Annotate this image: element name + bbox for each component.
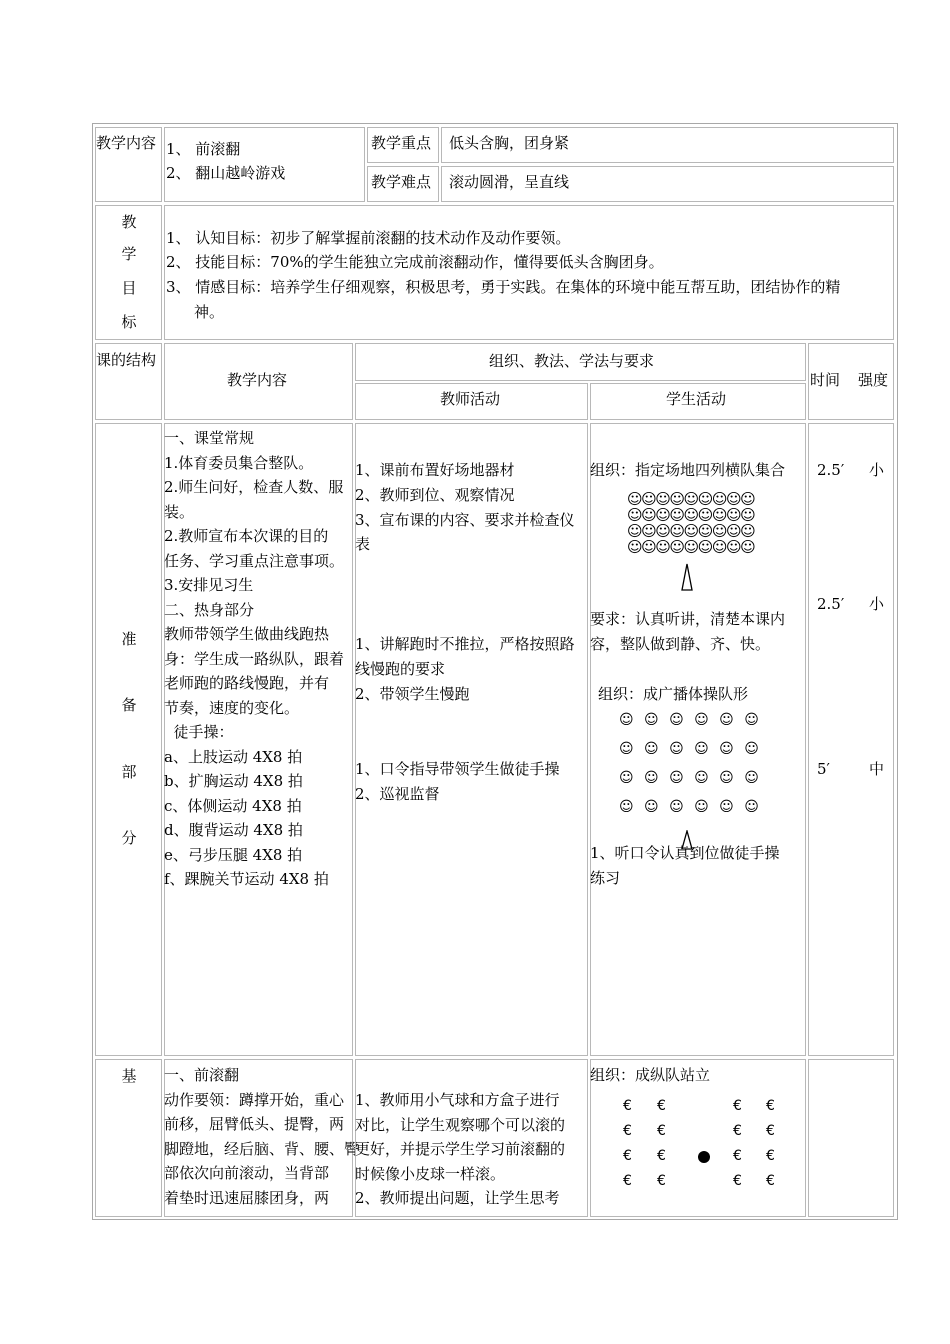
prep-student-org1: 组织：指定场地四列横队集合 <box>590 461 786 479</box>
key-label: 教学重点 <box>371 134 432 152</box>
diff-label: 教学难点 <box>371 173 432 191</box>
objectives-label-char: 教 <box>121 213 137 231</box>
basic-content-lines <box>164 1063 359 1210</box>
prep-line: 身：学生成一路纵队，跟着 <box>164 649 345 668</box>
student-marker-icon: € <box>733 1173 742 1189</box>
prep-line: a、上肢运动 4X8 拍 <box>164 747 303 766</box>
smiley-row: ☺ ☺ ☺ ☺ ☺ ☺ <box>619 741 759 757</box>
basic-line: 前移，屈臂低头、提臀，两 <box>164 1115 345 1133</box>
basic-line: 着垫时迅速屈膝团身，两 <box>164 1188 330 1207</box>
key-value: 低头含胸，团身紧 <box>449 134 570 152</box>
student-marker-icon: € <box>657 1123 666 1139</box>
prep-line: 老师跑的路线慢跑，并有 <box>164 674 330 692</box>
prep-label-char: 备 <box>121 696 137 714</box>
col-time: 时间 <box>810 371 841 389</box>
prep-teacher-a1: 1、课前布置好场地器材 <box>355 461 515 479</box>
prep-intensity: 小 <box>869 595 885 613</box>
student-marker-icon: € <box>733 1123 742 1139</box>
objective-3-cont: 神。 <box>194 303 225 321</box>
objective-2: 2、 技能目标：70%的学生能独立完成前滚翻动作，懂得要低头含胸团身。 <box>166 253 664 271</box>
basic-time-cell <box>808 1059 894 1217</box>
basic-label: 基 <box>121 1067 137 1085</box>
basic-teacher-lines <box>355 1088 565 1211</box>
smiley-row: ☺ ☺ ☺ ☺ ☺ ☺ <box>619 770 759 786</box>
prep-student-req2: 容，整队做到静、齐、快。 <box>590 635 771 653</box>
col-student: 学生活动 <box>666 390 727 408</box>
smiley-row: ☺☺☺☺☺☺☺☺☺ <box>627 506 755 524</box>
basic-line: 一、前滚翻 <box>164 1066 240 1084</box>
prep-teacher-c1: 1、口令指导带领学生做徒手操 <box>355 760 560 778</box>
prep-line: b、扩胸运动 4X8 拍 <box>164 772 303 790</box>
content-item-2: 2、 翻山越岭游戏 <box>166 164 286 182</box>
prep-line: 2.教师宣布本次课的目的 <box>164 527 329 545</box>
smiley-row: ☺ ☺ ☺ ☺ ☺ ☺ <box>619 799 759 815</box>
col-structure: 课的结构 <box>96 351 157 369</box>
prep-line: f、踝腕关节运动 4X8 拍 <box>164 870 329 888</box>
student-marker-icon: € <box>733 1148 742 1164</box>
prep-line: c、体侧运动 4X8 拍 <box>164 796 302 815</box>
prep-student-listen2: 练习 <box>590 869 621 887</box>
prep-label-char: 准 <box>121 630 137 648</box>
prep-intensity: 中 <box>869 760 885 778</box>
prep-content-lines <box>164 426 344 892</box>
basic-teacher-line: 2、教师提出问题，让学生思考 <box>355 1189 560 1207</box>
basic-teacher-line: 对比，让学生观察哪个可以滚的 <box>355 1115 566 1134</box>
prep-line: 3.安排见习生 <box>164 576 254 594</box>
prep-line: 2.师生问好，检查人数、服 <box>164 478 344 496</box>
prep-line: 装。 <box>164 502 195 521</box>
prep-line: 徒手操： <box>164 723 234 741</box>
student-marker-icon: € <box>623 1123 632 1139</box>
prep-time-cell <box>808 423 894 1056</box>
prep-line: 二、热身部分 <box>164 600 255 619</box>
prep-label-char: 分 <box>121 829 137 847</box>
basic-line: 脚蹬地，经后脑、背、腰、臀 <box>164 1139 360 1158</box>
diff-value: 滚动圆滑，呈直线 <box>449 173 570 191</box>
objectives-label-char: 目 <box>121 279 137 297</box>
prep-time: 5′ <box>817 760 830 778</box>
prep-student-org2: 组织：成广播体操队形 <box>598 685 749 703</box>
prep-teacher-c2: 2、巡视监督 <box>355 785 440 803</box>
smiley-row: ☺☺☺☺☺☺☺☺☺ <box>627 538 755 556</box>
objectives-label-char: 标 <box>121 313 137 331</box>
basic-student-org: 组织：成纵队站立 <box>590 1066 711 1084</box>
student-marker-icon: € <box>657 1148 666 1164</box>
smiley-row: ☺ ☺ ☺ ☺ ☺ ☺ <box>619 712 759 728</box>
col-org: 组织、教法、学法与要求 <box>489 352 655 370</box>
teacher-marker-icon <box>681 563 693 591</box>
col-teacher: 教师活动 <box>440 390 501 408</box>
prep-time: 2.5′ <box>817 461 845 479</box>
smiley-row: ☺☺☺☺☺☺☺☺☺ <box>627 490 755 508</box>
prep-student-req1: 要求：认真听讲，清楚本课内 <box>590 610 786 628</box>
prep-line: 任务、学习重点注意事项。 <box>164 551 345 570</box>
objective-3: 3、 情感目标：培养学生仔细观察，积极思考，勇于实践。在集体的环境中能互帮互助，团结协作的精 <box>166 278 841 296</box>
col-content: 教学内容 <box>227 371 288 389</box>
smiley-formation-2 <box>619 706 759 822</box>
col-intensity: 强度 <box>858 371 889 389</box>
prep-label-cell <box>95 423 162 1056</box>
prep-label-char: 部 <box>121 763 137 781</box>
prep-line: 一、课堂常规 <box>164 429 255 447</box>
prep-teacher-b2: 线慢跑的要求 <box>355 660 446 678</box>
student-marker-icon: € <box>623 1148 632 1164</box>
basic-line: 部依次向前滚动，当背部 <box>164 1164 330 1182</box>
prep-teacher-b1: 1、讲解跑时不推拉，严格按照路 <box>355 635 575 653</box>
student-marker-icon: € <box>766 1123 775 1139</box>
prep-line: 节奏，速度的变化。 <box>164 698 300 717</box>
smiley-row: ☺☺☺☺☺☺☺☺☺ <box>627 522 755 540</box>
student-marker-icon: € <box>766 1173 775 1189</box>
student-marker-icon: € <box>657 1173 666 1189</box>
prep-line: e、弓步压腿 4X8 拍 <box>164 845 303 864</box>
student-marker-icon: € <box>623 1098 632 1114</box>
student-marker-icon: € <box>623 1173 632 1189</box>
prep-line: 教师带领学生做曲线跑热 <box>164 625 330 643</box>
prep-teacher-a3: 3、宣布课的内容、要求并检查仪 <box>355 511 575 529</box>
basic-teacher-line: 1、教师用小气球和方盒子进行 <box>355 1091 560 1109</box>
prep-student-listen1: 1、听口令认真到位做徒手操 <box>590 844 780 862</box>
prep-line: d、腹背运动 4X8 拍 <box>164 821 303 839</box>
basic-line: 动作要领：蹲撑开始，重心 <box>164 1090 345 1109</box>
prep-teacher-a2: 2、教师到位、观察情况 <box>355 486 515 504</box>
basic-teacher-line: 时候像小皮球一样滚。 <box>355 1164 506 1183</box>
content-label: 教学内容 <box>96 134 157 152</box>
prep-time: 2.5′ <box>817 595 845 613</box>
objective-1: 1、 认知目标：初步了解掌握前滚翻的技术动作及动作要领。 <box>166 229 571 247</box>
prep-teacher-a4: 表 <box>355 535 371 553</box>
student-marker-icon: € <box>766 1148 775 1164</box>
content-item-1: 1、 前滚翻 <box>166 140 241 158</box>
prep-line: 1.体育委员集合整队。 <box>164 453 314 472</box>
objectives-label-char: 学 <box>121 245 137 263</box>
student-marker-icon: € <box>733 1098 742 1114</box>
smiley-formation-1 <box>627 491 754 555</box>
basic-teacher-line: 更好，并提示学生学习前滚翻的 <box>355 1140 566 1158</box>
student-marker-icon: € <box>657 1098 666 1114</box>
student-marker-icon: € <box>766 1098 775 1114</box>
prep-teacher-b3: 2、带领学生慢跑 <box>355 685 470 703</box>
prep-intensity: 小 <box>869 461 885 479</box>
ball-icon <box>698 1151 710 1163</box>
